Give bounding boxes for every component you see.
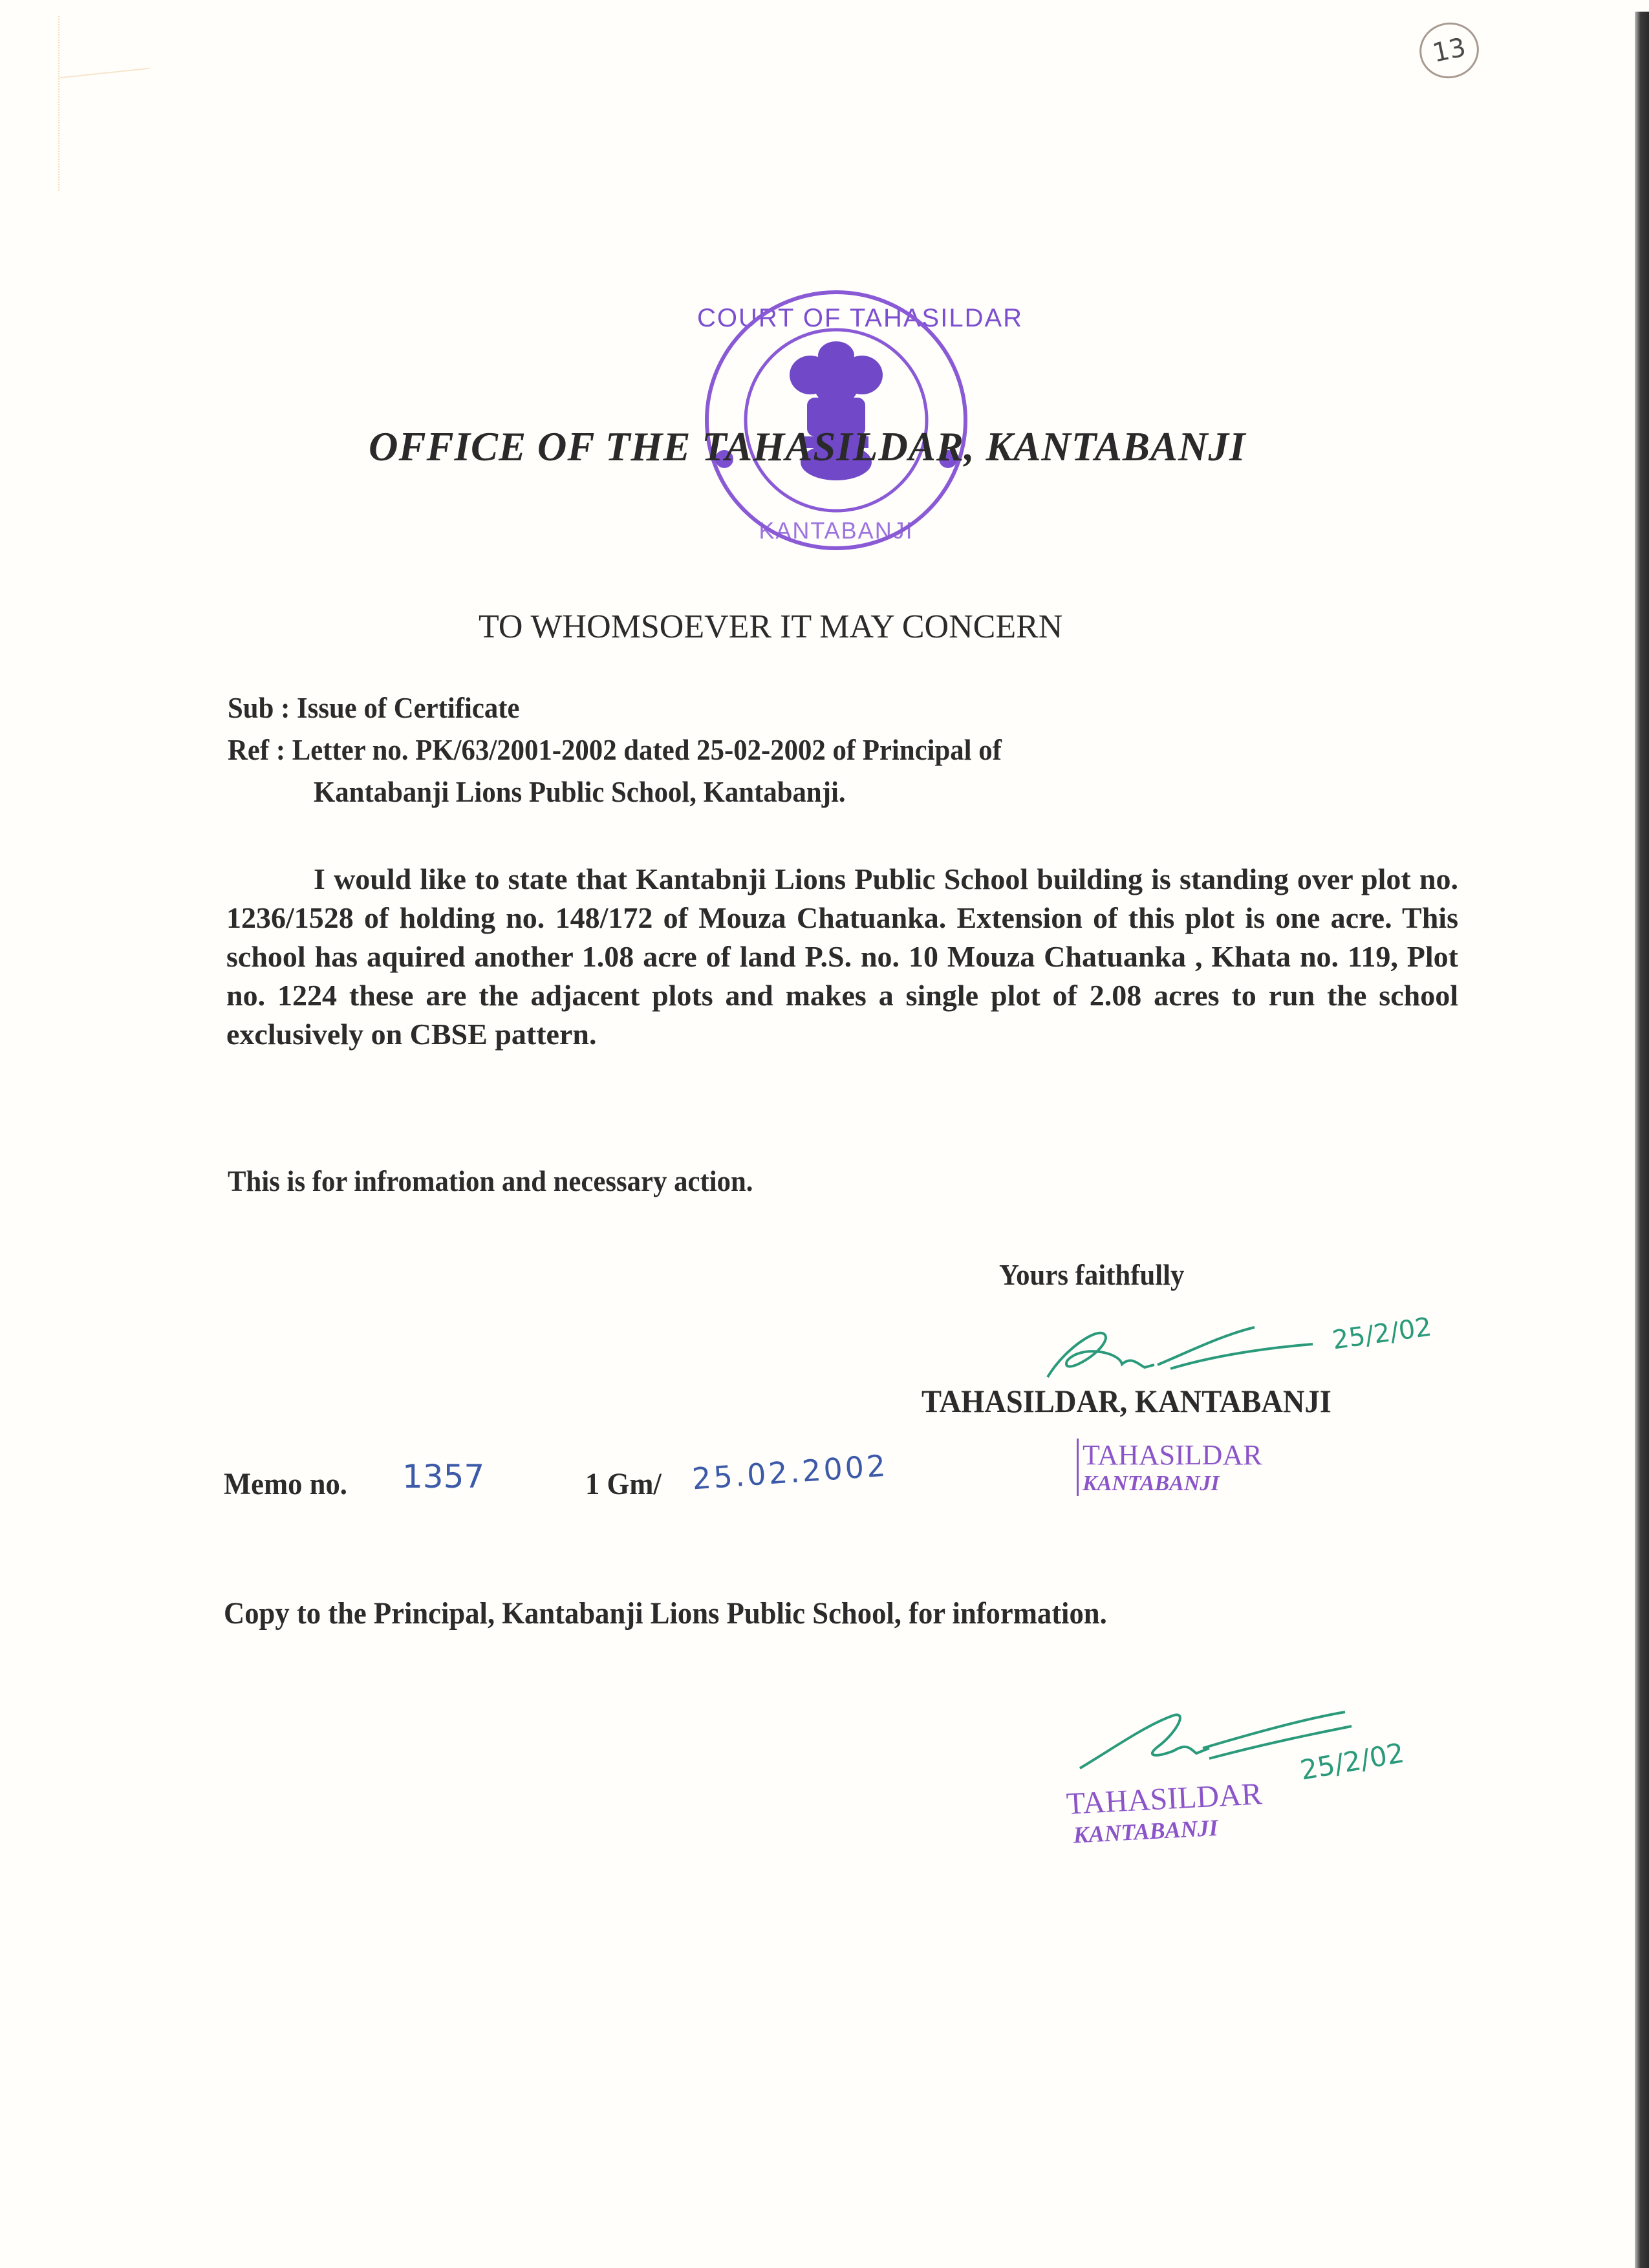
subject-text: Issue of Certificate (297, 691, 520, 724)
stamp-1-line-1: TAHASILDAR (1083, 1439, 1262, 1471)
salutation: Yours faithfully (999, 1258, 1185, 1291)
reference-line-1 (228, 733, 1002, 767)
seal-bottom-text: KANTABANJI (759, 517, 914, 544)
scan-edge (1635, 12, 1649, 2268)
subject-line (228, 690, 520, 725)
memo-label: Memo no. (224, 1467, 347, 1501)
designation-stamp-2 (1066, 1776, 1264, 1849)
page-number-text: 13 (1430, 32, 1469, 69)
body-paragraph (226, 860, 1458, 1054)
office-title: OFFICE OF THE TAHASILDAR, KANTABANJI (369, 424, 1246, 469)
signatory-title: TAHASILDAR, KANTABANJI (921, 1383, 1331, 1419)
closing-line: This is for infromation and necessary action. (228, 1164, 753, 1197)
fold-mark-horizontal (59, 68, 149, 79)
designation-stamp-1 (1077, 1439, 1262, 1496)
signature-date-2: 25/2/02 (1297, 1737, 1406, 1786)
reference-line-2: Kantabanji Lions Public School, Kantabanji. (314, 775, 846, 808)
subject-label: Sub : (228, 691, 290, 724)
memo-number: 1357 (402, 1458, 485, 1495)
stamp-1-line-2: KANTABANJI (1083, 1471, 1220, 1495)
page-number-annotation (1414, 17, 1484, 83)
court-seal (697, 284, 1024, 556)
stamp-2-line-1: TAHASILDAR (1065, 1777, 1263, 1821)
reference-label: Ref : (228, 733, 286, 766)
copy-to-line: Copy to the Principal, Kantabanji Lions Public School, for information. (224, 1596, 1107, 1631)
fold-mark (58, 16, 61, 191)
seal-top-text: COURT OF TAHASILDAR (697, 304, 1024, 332)
reference-text-1: Letter no. PK/63/2001-2002 dated 25-02-2002 of Principal of (292, 733, 1002, 766)
memo-date: 25.02.2002 (691, 1448, 889, 1497)
stamp-2-line-2: KANTABANJI (1072, 1814, 1219, 1848)
addressee-heading: TO WHOMSOEVER IT MAY CONCERN (479, 608, 1063, 645)
signature-mark-2 (1061, 1700, 1474, 1771)
memo-suffix: 1 Gm/ (585, 1467, 662, 1501)
body-text: I would like to state that Kantabnji Lions Public School building is standing over plot no. 1236/1528 of holding no. 148/172 of Mouza Chatuanka. Extension of this plot is one acre. This school has aquired another 1.08 acre of land P.S. no. 10 Mouza Chatuanka , Khata no. 119, Plot no. 1224 these are the adjacent plots and makes a single plot of 2.08 acres to run the school exclusively on CBSE pattern. (226, 862, 1458, 1051)
signature-date-1: 25/2/02 (1330, 1312, 1434, 1356)
